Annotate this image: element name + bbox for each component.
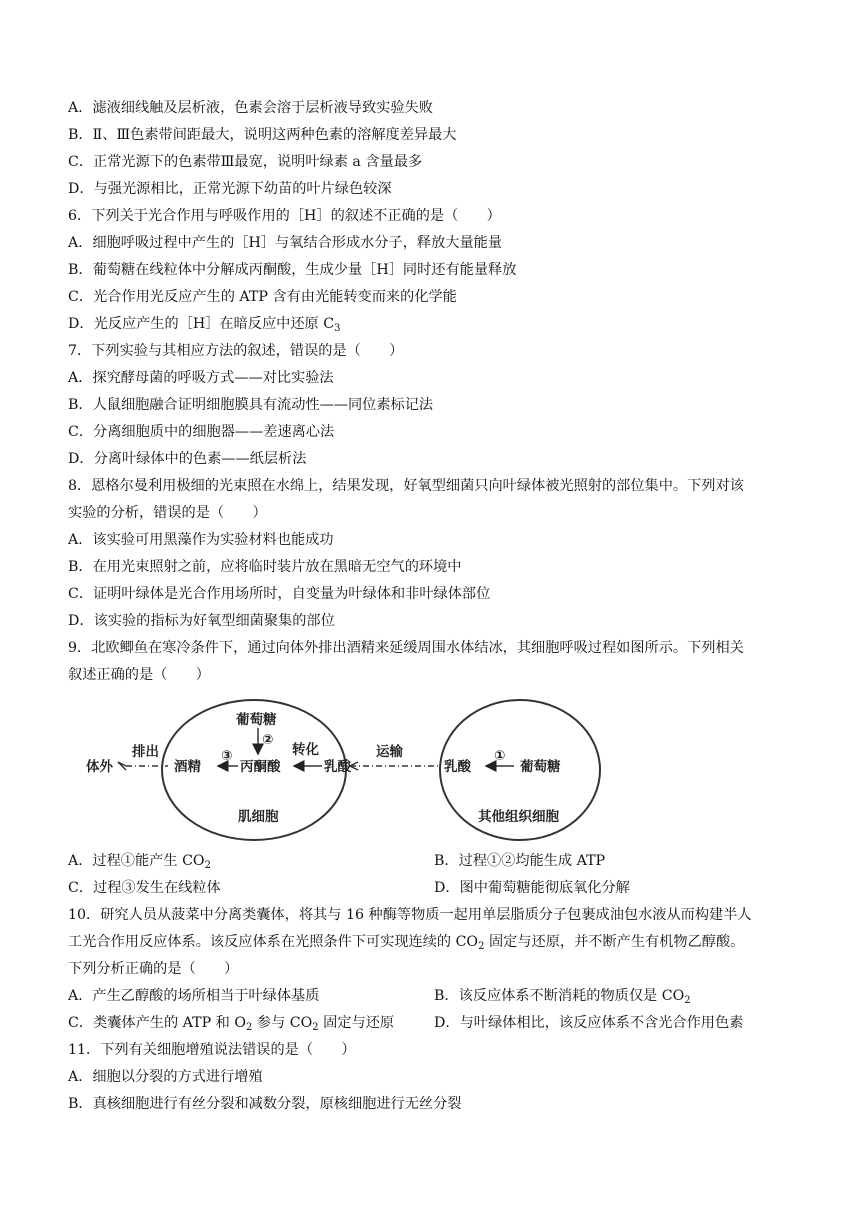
q9-stem-line2: 叙述正确的是（ ）: [68, 667, 210, 683]
q10-stem-line2-b: 固定与还原，并不断产生有机物乙醇酸。: [484, 934, 745, 950]
arrow-to-outside: [118, 762, 126, 770]
label-outside: 体外: [86, 759, 113, 775]
q10-option-c: [68, 1013, 394, 1033]
label-lactate-other: 乳酸: [444, 759, 471, 775]
q10-option-c-part1: C．类囊体产生的 ATP 和 O: [68, 1015, 246, 1031]
q9-option-a-sub: 2: [204, 860, 211, 871]
q7-option-a: A．探究酵母菌的呼吸方式——对比实验法: [68, 370, 334, 386]
q8-option-d: D．该实验的指标为好氧型细菌聚集的部位: [68, 613, 335, 629]
q11-option-a: A．细胞以分裂的方式进行增殖: [68, 1069, 263, 1085]
label-muscle-cell: 肌细胞: [238, 809, 279, 825]
q8-option-c: C．证明叶绿体是光合作用场所时，自变量为叶绿体和非叶绿体部位: [68, 586, 491, 602]
q9-option-a-text: A．过程①能产生 CO: [68, 853, 205, 869]
label-alcohol: 酒精: [174, 759, 201, 775]
label-step1: ①: [494, 748, 506, 764]
label-transport: 运输: [376, 744, 403, 760]
q8-stem-line1: 8．恩格尔曼利用极细的光束照在水绵上，结果发现，好氧型细菌只向叶绿体被光照射的部位集中。下列对该: [68, 478, 744, 494]
q6-option-b: B．葡萄糖在线粒体中分解成丙酮酸，生成少量［H］同时还有能量释放: [68, 262, 517, 278]
q10-option-c-part2: 参与 CO: [252, 1015, 313, 1031]
label-other-cell: 其他组织细胞: [478, 809, 559, 825]
q9-option-d: D．图中葡萄糖能彻底氧化分解: [434, 880, 630, 896]
q6-option-c: C．光合作用光反应产生的 ATP 含有由光能转变而来的化学能: [68, 289, 457, 305]
label-lactate-muscle: 乳酸: [324, 759, 351, 775]
q10-option-b: [434, 986, 691, 1006]
q7-option-c: C．分离细胞质中的细胞器——差速离心法: [68, 424, 335, 440]
label-pyruvate: 丙酮酸: [240, 759, 281, 775]
q10-option-a: A．产生乙醇酸的场所相当于叶绿体基质: [68, 988, 320, 1004]
q10-option-b-text: B．该反应体系不断消耗的物质仅是 CO: [434, 988, 685, 1004]
q7-option-d: D．分离叶绿体中的色素——纸层析法: [68, 451, 307, 467]
q6-option-a: A．细胞呼吸过程中产生的［H］与氧结合形成水分子，释放大量能量: [68, 235, 503, 251]
q9-stem-line1: 9．北欧鲫鱼在寒冷条件下，通过向体外排出酒精来延缓周围水体结冰，其细胞呼吸过程如图所示。下列相关: [68, 640, 744, 656]
q10-option-c-sub1: 2: [246, 1022, 253, 1033]
q11-option-b: B．真核细胞进行有丝分裂和减数分裂，原核细胞进行无丝分裂: [68, 1096, 462, 1112]
label-convert: 转化: [292, 742, 319, 758]
q10-option-c-sub2: 2: [312, 1022, 319, 1033]
q10-option-c-part3: 固定与还原: [318, 1015, 395, 1031]
q5-option-d: D．与强光源相比，正常光源下幼苗的叶片绿色较深: [68, 181, 392, 197]
label-glucose-other: 葡萄糖: [520, 759, 561, 775]
q8-option-a: A．该实验可用黑藻作为实验材料也能成功: [68, 532, 334, 548]
label-step2: ②: [262, 732, 274, 748]
q5-option-a: A．滤液细线触及层析液，色素会溶于层析液导致实验失败: [68, 100, 433, 116]
label-excrete: 排出: [132, 744, 159, 760]
q9-option-c: C．过程③发生在线粒体: [68, 880, 221, 896]
q11-stem: 11．下列有关细胞增殖说法错误的是（ ）: [68, 1042, 356, 1058]
q6-stem: 6．下列关于光合作用与呼吸作用的［H］的叙述不正确的是（ ）: [68, 208, 501, 224]
q10-option-d: D．与叶绿体相比，该反应体系不含光合作用色素: [434, 1015, 744, 1031]
respiration-diagram: [68, 694, 608, 846]
q10-stem-line2-a: 工光合作用反应体系。该反应体系在光照条件下可实现连续的 CO: [68, 934, 479, 950]
label-step3: ③: [221, 748, 233, 764]
q6-option-d-sub: 3: [334, 323, 341, 334]
q5-option-c: C．正常光源下的色素带Ⅲ最宽，说明叶绿素 a 含量最多: [68, 154, 423, 170]
q10-stem-line3: 下列分析正确的是（ ）: [68, 961, 239, 977]
q9-option-a: [68, 851, 211, 871]
q8-stem-line2: 实验的分析，错误的是（ ）: [68, 505, 267, 521]
q10-stem-line2-sub: 2: [478, 941, 485, 952]
q6-option-d-text: D．光反应产生的［H］在暗反应中还原 C: [68, 316, 335, 332]
q8-option-b: B．在用光束照射之前，应将临时装片放在黑暗无空气的环境中: [68, 559, 462, 575]
label-glucose-muscle: 葡萄糖: [236, 712, 277, 728]
q5-option-b: B．Ⅱ、Ⅲ色素带间距最大，说明这两种色素的溶解度差异最大: [68, 127, 457, 143]
q10-stem-line1: 10．研究人员从菠菜中分离类囊体，将其与 16 种酶等物质一起用单层脂质分子包裹成油包水液从而构建半人: [68, 907, 752, 923]
q7-stem: 7．下列实验与其相应方法的叙述，错误的是（ ）: [68, 343, 404, 359]
q10-option-b-sub: 2: [684, 995, 691, 1006]
q9-option-b: B．过程①②均能生成 ATP: [434, 853, 606, 869]
q7-option-b: B．人鼠细胞融合证明细胞膜具有流动性——同位素标记法: [68, 397, 434, 413]
q6-option-d: [68, 314, 341, 334]
q10-stem-line2: [68, 932, 744, 952]
